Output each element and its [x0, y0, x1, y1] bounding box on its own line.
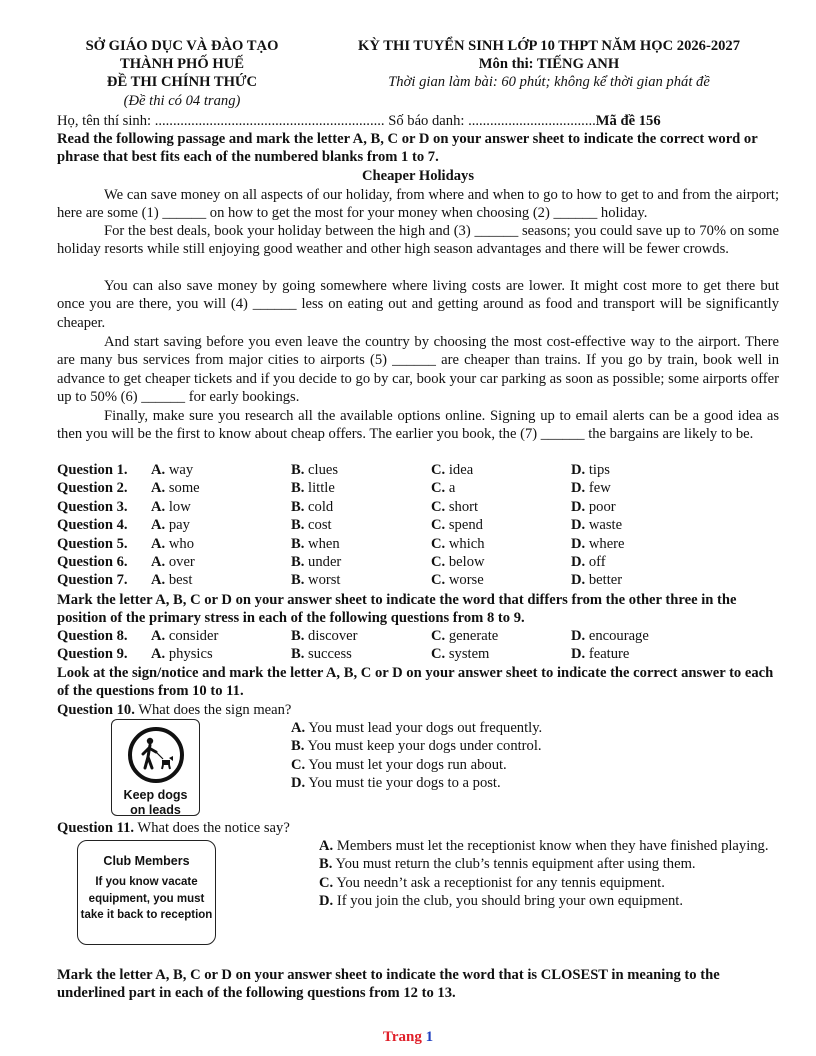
q10-option-d-letter: D. — [291, 775, 306, 792]
option-d[interactable] — [571, 571, 622, 589]
option-text: when — [308, 535, 340, 552]
option-letter: A. — [151, 480, 166, 497]
option-d[interactable] — [571, 461, 610, 479]
option-letter: A. — [151, 498, 166, 515]
option-a[interactable] — [151, 461, 193, 479]
question-row — [57, 479, 779, 497]
q11-option-c-letter: C. — [319, 874, 334, 891]
option-a[interactable] — [151, 535, 194, 553]
header-right — [319, 37, 779, 92]
question-10-stem — [57, 701, 779, 719]
option-letter: B. — [291, 462, 305, 478]
q11-option-d-letter: D. — [319, 893, 334, 910]
passage-paragraph-3 — [57, 277, 779, 332]
option-text: some — [168, 480, 200, 497]
passage-paragraph-4-text: And start saving before you even leave the country by choosing the most cost-effective way to the airport. There are many bus services from major cities to airports (5) ______ are cheaper than trains. If you go by train, book well in advance to get cheaper tickets and if you decide to go by car, book your car parking as soon as possible; some airports offer up to 50% (6) ______ for early bookings. — [57, 334, 779, 406]
option-letter: B. — [291, 535, 305, 552]
question-row — [57, 498, 779, 516]
question-row — [57, 571, 779, 589]
option-letter: B. — [291, 517, 305, 534]
q10-option-c[interactable] — [291, 756, 779, 774]
option-letter: D. — [571, 462, 586, 478]
option-c[interactable] — [431, 645, 489, 663]
option-letter: C. — [431, 480, 446, 497]
sign-text-line2: on leads — [130, 803, 181, 817]
keep-dogs-sign — [111, 719, 200, 816]
question-row — [57, 553, 779, 571]
option-b[interactable] — [291, 516, 332, 534]
option-letter: D. — [571, 554, 586, 570]
option-c[interactable] — [431, 627, 498, 645]
option-letter: D. — [571, 572, 586, 589]
q10-option-d[interactable] — [291, 774, 779, 792]
question-row — [57, 516, 779, 534]
option-text: way — [168, 462, 194, 478]
option-b[interactable] — [291, 645, 352, 663]
option-text: where — [588, 535, 625, 552]
option-text: success — [308, 646, 352, 663]
option-b[interactable] — [291, 571, 340, 589]
option-text: pay — [168, 517, 190, 534]
option-b[interactable] — [291, 627, 358, 645]
q11-option-b-letter: B. — [319, 856, 333, 873]
option-c[interactable] — [431, 535, 485, 553]
q11-option-c[interactable] — [319, 874, 774, 892]
question-11-options — [319, 837, 774, 911]
option-c[interactable] — [431, 498, 478, 516]
exam-header — [57, 37, 779, 109]
question-label: Question 8. — [57, 628, 128, 644]
dog-walker-icon — [126, 726, 186, 784]
question-label: Question 2. — [57, 480, 128, 497]
option-letter: B. — [291, 480, 305, 497]
option-text: encourage — [588, 628, 649, 644]
option-letter: D. — [571, 517, 586, 534]
q11-option-d-text: If you join the club, you should bring your own equipment. — [336, 893, 684, 910]
header-left — [57, 37, 307, 110]
option-text: poor — [588, 498, 616, 515]
option-letter: D. — [571, 480, 586, 497]
option-a[interactable] — [151, 627, 218, 645]
option-d[interactable] — [571, 553, 606, 571]
option-letter: D. — [571, 646, 586, 663]
option-text: consider — [168, 628, 219, 644]
question-label: Question 3. — [57, 498, 128, 515]
option-d[interactable] — [571, 516, 622, 534]
option-d[interactable] — [571, 479, 611, 497]
option-c[interactable] — [431, 553, 485, 571]
q10-option-d-text: You must tie your dogs to a post. — [308, 775, 501, 792]
candidate-line — [57, 112, 779, 130]
option-c[interactable] — [431, 516, 483, 534]
q11-option-b-text: You must return the club’s tennis equipment after using them. — [335, 856, 696, 873]
option-letter: C. — [431, 554, 446, 570]
option-b[interactable] — [291, 553, 341, 571]
option-letter: A. — [151, 572, 166, 589]
option-a[interactable] — [151, 479, 200, 497]
q10-option-a[interactable] — [291, 719, 779, 737]
option-text: little — [308, 480, 335, 497]
city-name: THÀNH PHỐ HUẾ — [119, 56, 245, 73]
option-d[interactable] — [571, 627, 649, 645]
option-text: worst — [308, 572, 341, 589]
option-d[interactable] — [571, 535, 625, 553]
option-a[interactable] — [151, 645, 213, 663]
option-a[interactable] — [151, 553, 195, 571]
option-text: a — [448, 480, 456, 497]
department-name: SỞ GIÁO DỤC VÀ ĐÀO TẠO — [85, 38, 279, 54]
passage-paragraph-1-text: We can save money on all aspects of our holiday, from where and when to go to how to get to and from the airport; here are some (1) ______ on how to get the most for your money when choosing (2) ______ holiday. — [57, 187, 779, 222]
option-text: below — [448, 554, 485, 570]
option-d[interactable] — [571, 645, 629, 663]
question-10-options — [291, 719, 779, 793]
subject-label: Môn thi: TIẾNG ANH — [478, 56, 620, 73]
exam-title: KỲ THI TUYỂN SINH LỚP 10 THPT NĂM HỌC 2026-2027 — [357, 38, 741, 54]
option-text: cold — [308, 498, 334, 515]
question-10-label: Question 10. — [57, 702, 135, 718]
option-b[interactable] — [291, 479, 335, 497]
option-letter: C. — [431, 646, 446, 663]
footer-page-number: 1 — [425, 1029, 434, 1045]
option-letter: A. — [151, 646, 166, 663]
option-letter: C. — [431, 535, 446, 552]
option-text: low — [168, 498, 191, 515]
option-letter: C. — [431, 498, 446, 515]
option-letter: B. — [291, 628, 305, 644]
notice-line-1: If you know vacate — [95, 876, 198, 888]
q11-option-b[interactable] — [319, 855, 774, 873]
club-notice — [77, 840, 216, 945]
option-c[interactable] — [431, 479, 455, 497]
option-text: worse — [448, 572, 484, 589]
q11-option-a-letter: A. — [319, 838, 334, 854]
option-text: idea — [448, 462, 474, 478]
q10-option-a-text: You must lead your dogs out frequently. — [308, 720, 543, 736]
option-a[interactable] — [151, 498, 191, 516]
option-letter: B. — [291, 554, 305, 570]
sign-text-line1: Keep dogs — [123, 788, 188, 802]
question-row — [57, 645, 779, 663]
option-letter: A. — [151, 462, 166, 478]
q11-option-a-text: Members must let the receptionist know when they have finished playing. — [336, 838, 769, 854]
option-a[interactable] — [151, 516, 190, 534]
q11-option-d[interactable] — [319, 892, 774, 910]
option-a[interactable] — [151, 571, 192, 589]
option-letter: D. — [571, 628, 586, 644]
question-label: Question 1. — [57, 462, 128, 478]
option-text: off — [588, 554, 606, 570]
option-text: system — [448, 646, 490, 663]
q10-option-b-text: You must keep your dogs under control. — [307, 738, 542, 755]
option-b[interactable] — [291, 498, 333, 516]
exam-code: Mã đề 156 — [595, 113, 661, 129]
option-text: tips — [588, 462, 610, 478]
option-letter: C. — [431, 517, 446, 534]
candidate-number-field: Số báo danh: ................................... — [384, 113, 596, 129]
q11-option-a[interactable] — [319, 837, 774, 855]
q10-option-b[interactable] — [291, 737, 779, 755]
section3-instruction: Look at the sign/notice and mark the letter A, B, C or D on your answer sheet to indicate the correct answer to each of the questions from 10 to 11. — [57, 665, 774, 700]
option-letter: A. — [151, 554, 166, 570]
option-text: cost — [308, 517, 332, 534]
option-text: spend — [448, 517, 483, 534]
passage-paragraph-2-text: For the best deals, book your holiday between the high and (3) ______ seasons; you could save up to 70% on some holiday resorts while still enjoying good weather and other high season advantages and there will be fewer crowds. — [57, 223, 779, 258]
question-row — [57, 627, 779, 645]
passage-paragraph-2 — [57, 222, 779, 259]
section4-instruction: Mark the letter A, B, C or D on your answer sheet to indicate the word that is CLOSEST in meaning to the underlined part in each of the following questions from 12 to 13. — [57, 967, 720, 1002]
passage-paragraph-5-text: Finally, make sure you research all the available options online. Signing up to email alerts can be a good idea as then you will be the first to know about cheap offers. The earlier you book, the (7) ______ the bargains are likely to be. — [57, 408, 779, 443]
option-letter: B. — [291, 646, 305, 663]
q10-option-c-letter: C. — [291, 756, 306, 773]
option-text: best — [168, 572, 193, 589]
page-footer — [0, 1029, 816, 1046]
time-allowed: Thời gian làm bài: 60 phút; không kể thời gian phát đề — [388, 74, 710, 91]
q10-option-c-text: You must let your dogs run about. — [308, 756, 507, 773]
option-letter: C. — [431, 628, 446, 644]
option-letter: C. — [431, 572, 446, 589]
question-label: Question 4. — [57, 517, 128, 534]
q10-option-a-letter: A. — [291, 720, 306, 736]
page-count-note: (Đề thi có 04 trang) — [123, 92, 241, 109]
q11-option-c-text: You needn’t ask a receptionist for any tennis equipment. — [336, 874, 665, 891]
notice-line-3: take it back to reception — [80, 909, 213, 921]
section1-instruction: Read the following passage and mark the letter A, B, C or D on your answer sheet to indicate the correct word or phrase that best fits each of the numbered blanks from 1 to 7. — [57, 131, 758, 166]
option-text: short — [448, 498, 479, 515]
option-text: generate — [448, 628, 499, 644]
option-text: clues — [308, 462, 339, 478]
official-exam-label: ĐỀ THI CHÍNH THỨC — [106, 74, 258, 91]
option-text: over — [168, 554, 195, 570]
option-c[interactable] — [431, 461, 473, 479]
question-label: Question 7. — [57, 572, 128, 589]
passage-title: Cheaper Holidays — [361, 168, 475, 184]
question-label: Question 6. — [57, 554, 128, 570]
option-text: which — [448, 535, 485, 552]
option-text: few — [588, 480, 611, 497]
question-row — [57, 535, 779, 553]
option-letter: A. — [151, 535, 166, 552]
passage-paragraph-5 — [57, 407, 779, 444]
notice-line-2: equipment, you must — [88, 892, 205, 905]
option-letter: D. — [571, 535, 586, 552]
option-letter: B. — [291, 572, 305, 589]
footer-label: Trang — [382, 1029, 422, 1045]
passage-paragraph-4 — [57, 333, 779, 407]
option-b[interactable] — [291, 535, 340, 553]
option-letter: D. — [571, 498, 586, 515]
section2-instruction: Mark the letter A, B, C or D on your answer sheet to indicate the word that differs from the other three in the position of the primary stress in each of the following questions from 8 to 9. — [57, 592, 737, 627]
question-label: Question 9. — [57, 646, 128, 663]
option-text: waste — [588, 517, 623, 534]
option-letter: B. — [291, 498, 305, 515]
option-text: better — [588, 572, 623, 589]
notice-title: Club Members — [103, 854, 190, 868]
option-b[interactable] — [291, 461, 338, 479]
option-text: physics — [168, 646, 213, 663]
question-11-text: What does the notice say? — [134, 820, 290, 836]
option-letter: A. — [151, 517, 166, 534]
option-letter: A. — [151, 628, 166, 644]
candidate-name-field: Họ, tên thí sinh: ............................................................... — [57, 113, 385, 129]
question-11-stem — [57, 819, 779, 837]
question-row — [57, 461, 779, 479]
question-label: Question 5. — [57, 535, 128, 552]
passage-paragraph-1 — [57, 186, 779, 223]
question-10-text: What does the sign mean? — [134, 702, 292, 718]
option-text: feature — [588, 646, 630, 663]
option-text: under — [308, 554, 342, 570]
passage-paragraph-3-text: You can also save money by going somewhere where living costs are lower. It might cost more to get there but once you are there, you will (4) ______ less on eating out and getting around as food and transport will be significantly cheaper. — [57, 278, 779, 331]
option-letter: C. — [431, 462, 446, 478]
option-d[interactable] — [571, 498, 616, 516]
option-text: discover — [308, 628, 358, 644]
question-11-label: Question 11. — [57, 820, 135, 836]
q10-option-b-letter: B. — [291, 738, 305, 755]
option-text: who — [168, 535, 194, 552]
option-c[interactable] — [431, 571, 484, 589]
